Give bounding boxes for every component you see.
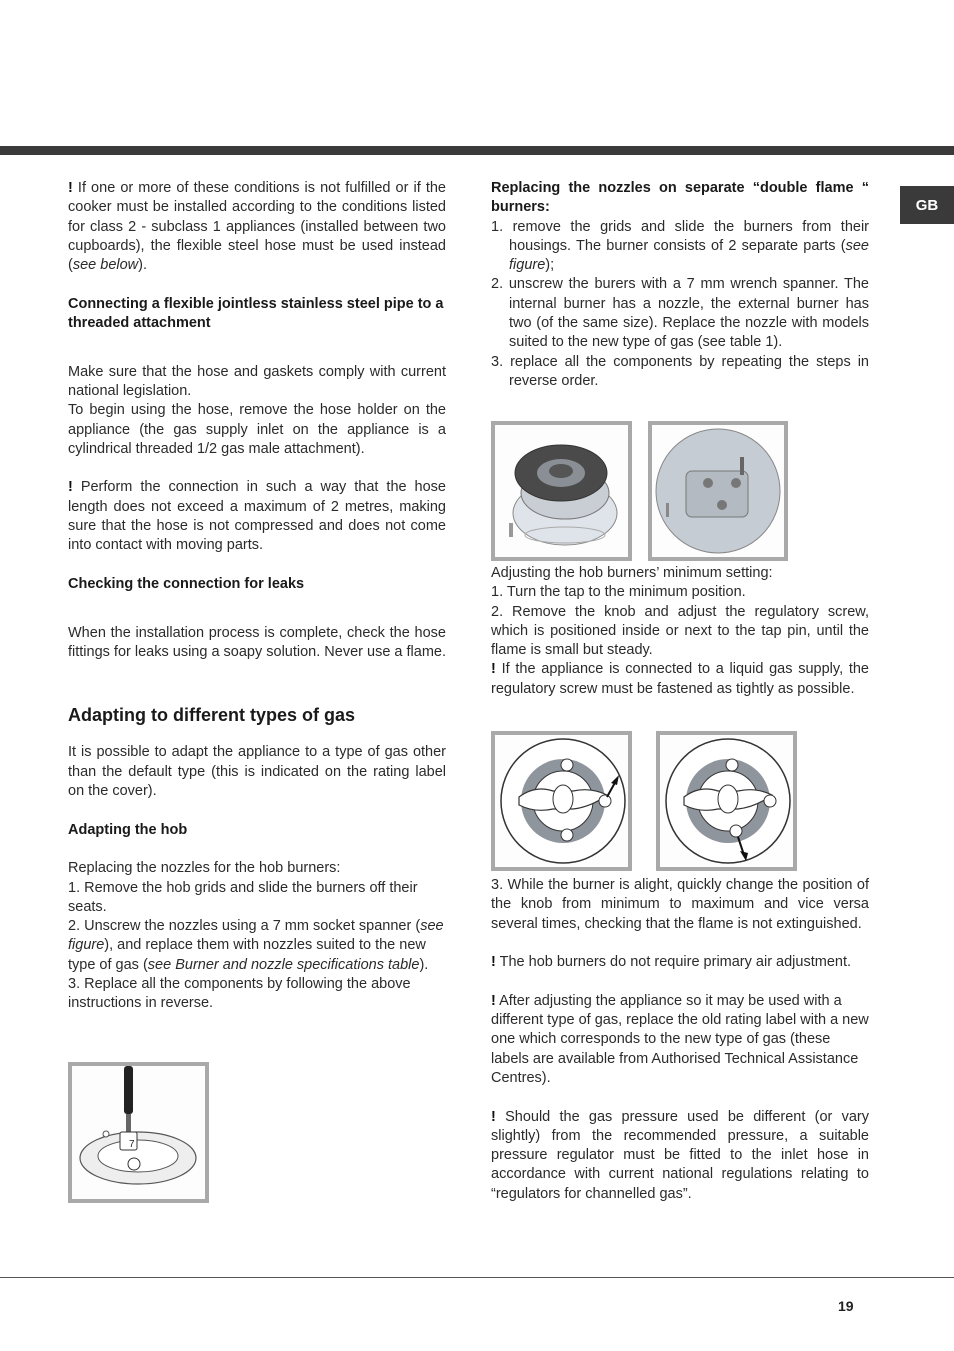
tap-illustration-2 xyxy=(660,735,793,867)
left-column xyxy=(68,179,446,1014)
list-item xyxy=(491,218,869,276)
list-item: 2. unscrew the burers with a 7 mm wrench spanner. The internal burner has a nozzle, the external burner has two (of the same size). Replace the nozzle with models suited to the new type of gas (see table 1). xyxy=(491,276,869,351)
warning-liquid-gas xyxy=(491,660,869,699)
warning-gas-pressure xyxy=(491,1108,869,1204)
para-hose-begin: To begin using the hose, remove the hose holder on the appliance (the gas supply inlet on the appliance is a cylindrical threaded 1/2 gas male attachment). xyxy=(68,402,446,457)
warning-italic: see below xyxy=(72,257,139,274)
warning-text: After adjusting the appliance so it may be used with a different type of gas, replace the old rating label with a new one which corresponds to the new type of gas (these labels are available from Authorised Technical Assistance Centres). xyxy=(491,992,869,1086)
burner-parts-illustration xyxy=(495,425,628,557)
hob-step-2 xyxy=(68,917,446,975)
heading-leaks: Checking the connection for leaks xyxy=(68,575,305,592)
figure-burner-base xyxy=(648,421,788,561)
warning-text: The hob burners do not require primary air adjustment. xyxy=(495,954,852,971)
spanner-illustration xyxy=(72,1066,205,1199)
para-leaks: When the installation process is complete, check the hose fittings for leaks using a soapy solution. Never use a flame. xyxy=(68,624,446,660)
tap-illustration-1 xyxy=(495,735,628,867)
footer-rule xyxy=(0,1277,954,1278)
hob-step-1: 1. Remove the hob grids and slide the burners off their seats. xyxy=(68,879,418,915)
language-tab: GB xyxy=(900,186,954,224)
warning-mark: ! xyxy=(68,180,73,196)
warning-mark: ! xyxy=(491,954,496,971)
min-step-2: 2. Remove the knob and adjust the regulatory screw, which is positioned inside or next to the tap pin, until the flame is small but steady. xyxy=(491,603,869,659)
warning-mark: ! xyxy=(491,1108,496,1125)
figure-tap-screw-1 xyxy=(491,731,632,871)
warning-after: ). xyxy=(138,257,147,274)
warning-mark: ! xyxy=(68,479,73,496)
warning-conditions xyxy=(68,179,446,275)
right-column-lower xyxy=(491,876,869,1204)
page-number: 19 xyxy=(838,1298,854,1314)
warning-text: If the appliance is connected to a liquid gas supply, the regulatory screw must be fastened as tightly as possible. xyxy=(491,661,869,697)
min-setting-intro: Adjusting the hob burners’ minimum setting: xyxy=(491,565,773,581)
header-bar xyxy=(0,146,954,155)
section-title: Adapting to different types of gas xyxy=(68,705,356,726)
warning-mark: ! xyxy=(491,661,496,678)
figure-tap-screw-2 xyxy=(656,731,797,871)
min-step-1: 1. Turn the tap to the minimum position. xyxy=(491,584,746,601)
step-text: ); xyxy=(545,257,555,274)
heading-flexible-pipe: Connecting a flexible jointless stainless steel pipe to a threaded attachment xyxy=(68,295,444,332)
step-italic: see figure xyxy=(509,237,869,274)
figure-spanner-nozzle xyxy=(68,1062,209,1203)
warning-hose-length xyxy=(68,478,446,555)
step-text: ). xyxy=(419,956,429,973)
hob-intro: Replacing the nozzles for the hob burners: xyxy=(68,860,341,877)
right-column-middle xyxy=(491,564,869,699)
step-text: ), and replace them with nozzles suited to the new type of gas ( xyxy=(68,937,426,973)
warning-text: Should the gas pressure used be different (or vary slightly) from the recommended pressure, a suitable pressure regulator must be fitted to the inlet hose in accordance with current national regulations relating to “regulators for channelled gas”. xyxy=(491,1108,869,1202)
para-hose-compliance: Make sure that the hose and gaskets comply with current national legislation. xyxy=(68,363,446,399)
list-item: 3. replace all the components by repeating the steps in reverse order. xyxy=(491,353,869,389)
warning-mark: ! xyxy=(491,992,496,1009)
min-step-3: 3. While the burner is alight, quickly change the position of the knob from minimum to maximum and vice versa several times, checking that the flame is not extinguished. xyxy=(491,877,869,932)
burner-base-illustration xyxy=(652,425,784,557)
heading-adapting-hob: Adapting the hob xyxy=(68,821,188,838)
hob-step-3: 3. Replace all the components by following the above instructions in reverse. xyxy=(68,975,411,1012)
double-flame-steps xyxy=(491,218,869,392)
warning-rating-label xyxy=(491,992,869,1088)
figure-double-burner-parts xyxy=(491,421,632,561)
warning-text: Perform the connection in such a way that the hose length does not exceed a maximum of 2 metres, making sure that the hose is not compressed and does not come into contact with moving parts. xyxy=(68,479,446,554)
right-column-upper xyxy=(491,179,869,391)
para-adapt: It is possible to adapt the appliance to a type of gas other than the default type (this is indicated on the rating label on the cover). xyxy=(68,744,446,800)
step-italic: see figure xyxy=(68,918,444,954)
warning-primary-air xyxy=(491,953,869,972)
step-text: 2. Unscrew the nozzles using a 7 mm socket spanner ( xyxy=(68,918,421,935)
spanner-size-label: 7 xyxy=(129,1139,135,1150)
heading-double-flame: Replacing the nozzles on separate “double flame “ burners: xyxy=(491,180,869,216)
warning-text: If one or more of these conditions is not fulfilled or if the cooker must be installed according to the conditions listed for class 2 - subclass 1 appliances (installed between two cupboards), the flexible steel hose must be used instead ( xyxy=(68,180,446,274)
step-italic: see Burner and nozzle specifications table xyxy=(147,956,420,973)
step-text: 1. remove the grids and slide the burners from their housings. The burner consists of 2 separate parts ( xyxy=(491,218,869,254)
